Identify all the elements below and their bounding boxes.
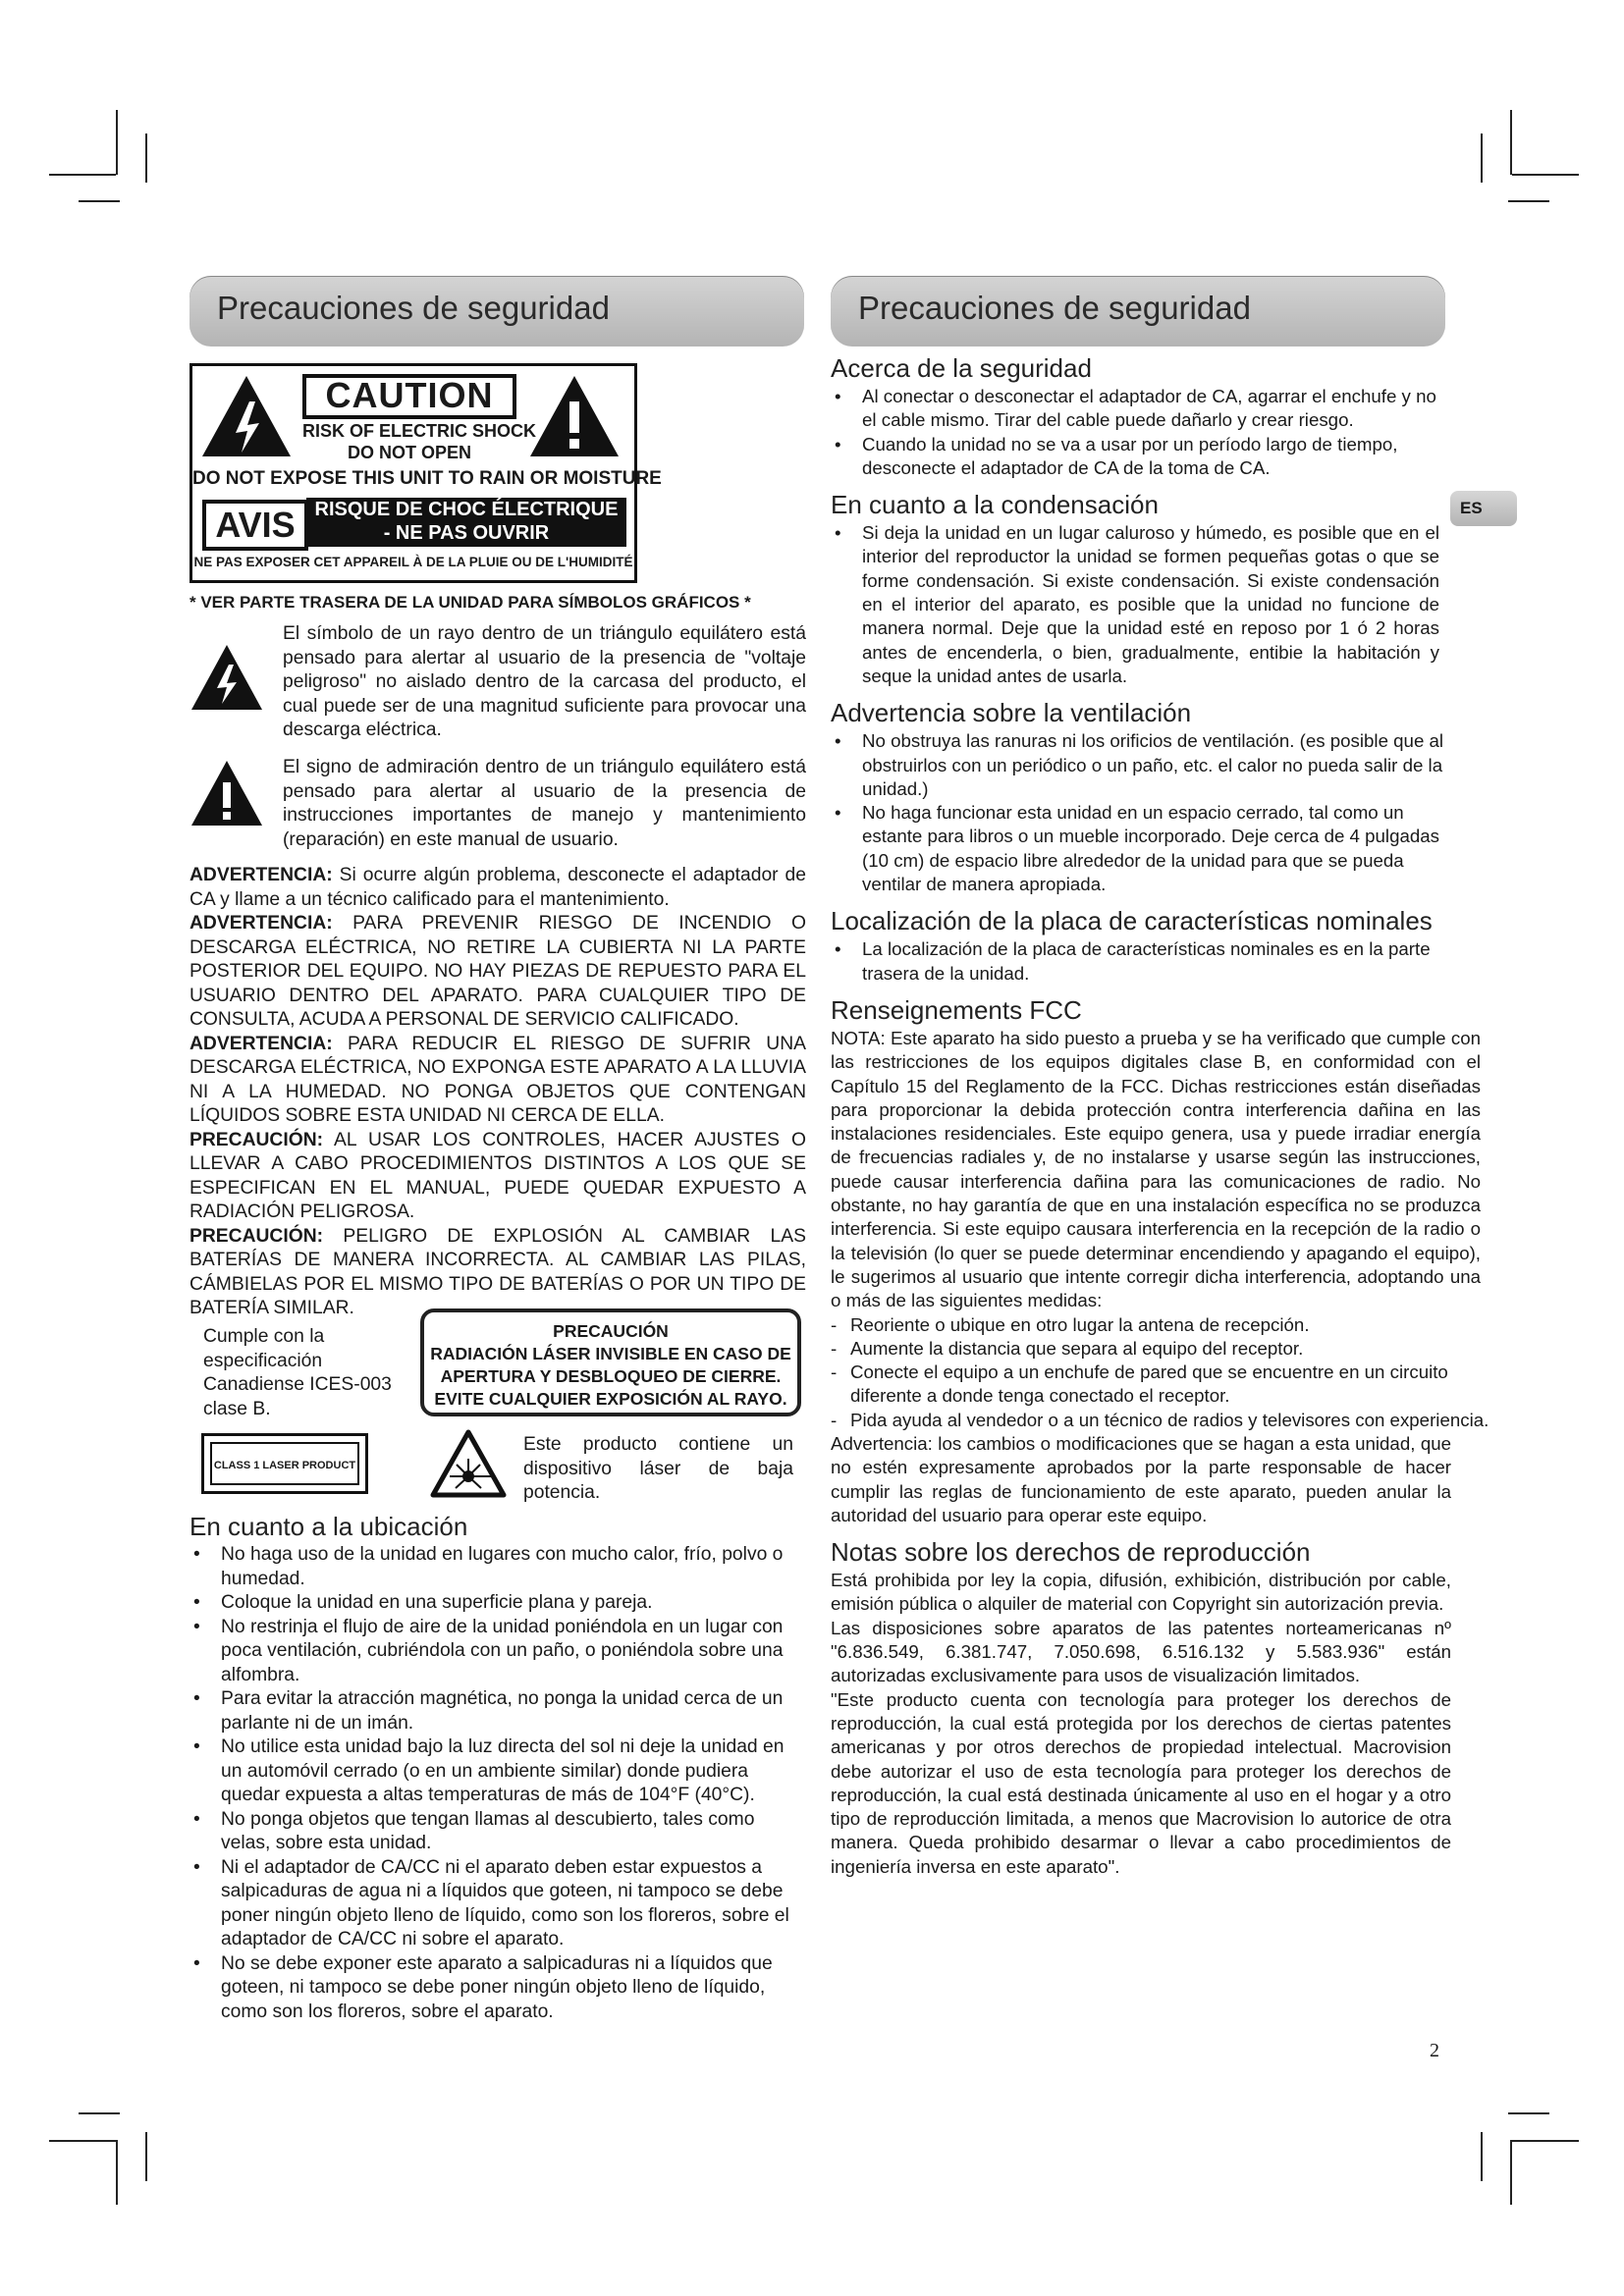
derechos-paragraph: Está prohibida por ley la copia, difusión, exhibición, distribución por cable, emisión pública o alquiler de material con Copyright sin autorización previa. [831, 1570, 1451, 1615]
list-item: - Conecte el equipo a un enchufe de pared que se encuentre en un circuito diferente a donde tenga conectado el receptor. [831, 1361, 1490, 1409]
list-item: • Si deja la unidad en un lugar caluroso y húmedo, es posible que en el interior del reproductor la unidad se formen pequeñas gotas o que se forme condensación. Si existe condensación. Si existe condensación en el interior del aparato, es posible que la unidad no funcione de manera normal. Deje que la unidad esté en reposo por 1 ó 2 horas antes de encenderla, o bien, gradualmente, entibie la habitación y seque la unidad antes de usarla. [831, 521, 1439, 688]
laser-box-line: APERTURA Y DESBLOQUEO DE CIERRE. [440, 1366, 782, 1386]
acerca-heading: Acerca de la seguridad [831, 353, 1092, 383]
caution-label [189, 363, 662, 583]
crop-mark [145, 133, 147, 183]
right-column [831, 344, 1490, 1879]
left-header-title: Precauciones de seguridad [217, 290, 610, 326]
list-item: • Cuando la unidad no se va a usar por un período largo de tiempo, desconecte el adaptador de CA de la toma de CA. [831, 433, 1441, 481]
right-header-title: Precauciones de seguridad [858, 290, 1251, 326]
laser-product-description: Este producto contiene un dispositivo láser de baja potencia. [523, 1434, 793, 1503]
caution-risk-line1: RISK OF ELECTRIC SHOCK [302, 421, 537, 441]
avis-pluie-line: NE PAS EXPOSER CET APPAREIL À DE LA PLUIE OU DE L'HUMIDITÉ [193, 555, 633, 569]
list-item: • Ni el adaptador de CA/CC ni el aparato deben estar expuestos a salpicaduras de agua ni a líquidos que goteen, ni tampoco se debe poner ningún objeto lleno de líquido, como son los floreros, sobre el adaptador de CA/CC ni sobre el aparato. [189, 1856, 806, 1952]
list-item: • La localización de la placa de características nominales es en la parte trasera de la unidad. [831, 937, 1441, 986]
list-item: • No restrinja el flujo de aire de la unidad poniéndola en un lugar con poca ventilación, cubriéndola con un paño, o poniéndola sobre una alfombra. [189, 1616, 806, 1688]
fcc-heading: Renseignements FCC [831, 994, 1082, 1025]
laser-radiation-icon [430, 1429, 507, 1498]
caution-paragraph: PRECAUCIÓN: AL USAR LOS CONTROLES, HACER AJUSTES O LLEVAR A CABO PROCEDIMIENTOS DISTINTOS A LOS QUE SE ESPECIFICAN EN EL MANUAL, PUEDE QUEDAR EXPUESTO A RADIACIÓN PELIGROSA. [189, 1129, 806, 1222]
crop-mark [116, 110, 118, 175]
list-item: - Pida ayuda al vendedor o a un técnico de radios y televisores con experiencia. [831, 1409, 1490, 1432]
crop-mark [79, 2112, 120, 2114]
placa-list [831, 937, 1490, 986]
ubicacion-list [189, 1543, 806, 2024]
list-item: • No utilice esta unidad bajo la luz directa del sol ni deje la unidad en un automóvil cerrado (o en un ambiente similar) donde pudiera quedar expuesta a altas temperaturas de más de 104°F (40°C). [189, 1735, 806, 1808]
derechos-paragraph: Las disposiciones sobre aparatos de las patentes norteamericanas nº "6.836.549, 6.381.747, 7.050.698, 6.516.132 y 5.583.936" están autorizadas exclusivamente para usos de visualización limitados. [831, 1617, 1451, 1686]
ubicacion-heading: En cuanto a la ubicación [189, 1512, 468, 1541]
list-item: • No obstruya las ranuras ni los orificios de ventilación. (es posible que al obstruirlos con un periódico o un paño, etc. el calor no pueda salir de la unidad.) [831, 729, 1490, 801]
exclamation-warning-icon [526, 372, 623, 460]
crop-mark [1481, 2132, 1483, 2181]
crop-mark [1512, 174, 1579, 176]
warnings-block [189, 864, 806, 1321]
list-item: • Al conectar o desconectar el adaptador de CA, agarrar el enchufe y no el cable mismo. Tirar del cable puede dañarlo y crear riesgo. [831, 385, 1441, 433]
ventilacion-list [831, 729, 1490, 896]
crop-mark [1481, 133, 1483, 183]
exclamation-triangle-icon [189, 759, 264, 828]
avis-bar [306, 498, 626, 547]
crop-mark [79, 200, 120, 202]
warning-paragraph: ADVERTENCIA: PARA PREVENIR RIESGO DE INCENDIO O DESCARGA ELÉCTRICA, NO RETIRE LA CUBIERTA NI LA PARTE POSTERIOR DEL EQUIPO. NO HAY PIEZAS DE REPUESTO PARA EL USUARIO DENTRO DEL APARATO. PARA CUALQUIER TIPO DE CONSULTA, ACUDA A PERSONAL DE SERVICIO CALIFICADO. [189, 913, 806, 1030]
condensacion-heading: En cuanto a la condensación [831, 490, 1159, 520]
crop-mark [1508, 200, 1549, 202]
fcc-intro: NOTA: Este aparato ha sido puesto a prueba y se ha verificado que cumple con las restricciones de los equipos digitales clase B, en conformidad con el Capítulo 15 del Reglamento de la FCC. Dichas restricciones están diseñadas para proporcionar la debida protección contra interferencia dañina en las instalaciones residenciales. Este equipo genera, usa y puede irradiar energía de frecuencias radiales y, de no instalarse y usarse según las instrucciones, puede causar interferencia dañina para las comunicaciones de radio. No obstante, no hay garantía de que en una instalación específica no se produzca interferencia. Si este equipo causara interferencia en la recepción de la radio o la televisión (lo quer se puede determinar encendiendo y apagando el equipo), le sugerimos al usuario que intente corregir dicha interferencia, adoptando una o más de las siguientes medidas: [831, 1027, 1481, 1311]
avis-risque-line2: - NE PAS OUVRIR [383, 522, 550, 544]
list-item: • No se debe exponer este aparato a salpicaduras ni a líquidos que goteen, ni tampoco se debe poner ningún objeto lleno de líquido, como son los floreros, sobre el aparato. [189, 1952, 806, 2025]
list-item: • No haga uso de la unidad en lugares con mucho calor, frío, polvo o humedad. [189, 1543, 806, 1591]
class1-laser-text: CLASS 1 LASER PRODUCT [210, 1442, 359, 1485]
list-item: - Reoriente o ubique en otro lugar la antena de recepción. [831, 1313, 1490, 1337]
laser-box-line: RADIACIÓN LÁSER INVISIBLE EN CASO DE [430, 1344, 791, 1363]
crop-mark [49, 174, 116, 176]
avis-risque-line1: RISQUE DE CHOC ÉLECTRIQUE [314, 499, 619, 520]
condensacion-list [831, 521, 1490, 688]
page-number: 2 [1430, 2040, 1439, 2061]
placa-heading: Localización de la placa de características nominales [831, 906, 1433, 936]
left-section-header [189, 276, 804, 347]
crop-mark [1512, 2140, 1579, 2142]
fcc-advertencia: Advertencia: los cambios o modificaciones que se hagan a esta unidad, que no estén expresamente aprobados por la parte responsable de hacer cumplir las reglas de funcionamiento de este aparato, pueden anular la autoridad del usuario para operar este equipo. [831, 1432, 1451, 1525]
crop-mark [1510, 2140, 1512, 2205]
derechos-paragraph: "Este producto cuenta con tecnología para proteger los derechos de reproducción, la cual está protegida por los derechos de ciertas patentes americanas y por otros derechos de propiedad intelectual. Macrovision debe autorizar el uso de esta tecnología para proteger los derechos de reproducción, la cual está destinada únicamente al uso en el hogar y a otro tipo de reproducción limitada, a menos que Macrovision lo autorice de otra manera. Queda prohibido desarmar o llevar a cabo procedimientos de ingeniería inversa en este aparato". [831, 1688, 1451, 1877]
ubicacion-section [189, 1502, 806, 2024]
avis-word: AVIS [202, 500, 308, 551]
derechos-heading: Notas sobre los derechos de reproducción [831, 1537, 1311, 1568]
list-item: - Aumente la distancia que separa al equipo del receptor. [831, 1337, 1490, 1361]
laser-caution-box [420, 1308, 801, 1416]
bolt-symbol-description: El símbolo de un rayo dentro de un triángulo equilátero está pensado para alertar al usuario de la presencia de "voltaje peligroso" no aislado dentro de la carcasa del producto, el cual puede ser de una magnitud suficiente para provocar una descarga eléctrica. [283, 623, 806, 740]
right-section-header [831, 276, 1445, 347]
caution-rain-line: DO NOT EXPOSE THIS UNIT TO RAIN OR MOISTURE [192, 468, 662, 489]
laser-box-title: PRECAUCIÓN [553, 1321, 669, 1341]
canada-compliance-text: Cumple con la especificación Canadiense ICES-003 clase B. [203, 1326, 392, 1419]
list-item: • Para evitar la atracción magnética, no ponga la unidad cerca de un parlante ni de un imán. [189, 1687, 806, 1735]
bolt-triangle-icon [189, 643, 264, 712]
crop-mark [116, 2140, 118, 2205]
exclamation-symbol-description: El signo de admiración dentro de un triángulo equilátero está pensado para alertar al usuario de la presencia de instrucciones importantes de manejo y mantenimiento (reparación) en este manual de usuario. [283, 757, 806, 850]
crop-mark [145, 2132, 147, 2181]
list-item: • No haga funcionar esta unidad en un espacio cerrado, tal como un estante para libros o un mueble incorporado. Deje cerca de 4 pulgadas (10 cm) de espacio libre alrededor de la unidad para que se pueda ventilar de manera apropiada. [831, 801, 1441, 896]
crop-mark [49, 2140, 116, 2142]
crop-mark [1508, 2112, 1549, 2114]
laser-box-line: EVITE CUALQUIER EXPOSICIÓN AL RAYO. [434, 1389, 787, 1409]
caution-risk-line2: DO NOT OPEN [347, 443, 471, 462]
language-tab-es: ES [1450, 491, 1517, 526]
acerca-list [831, 385, 1490, 480]
warning-paragraph: ADVERTENCIA: PARA REDUCIR EL RIESGO DE SUFRIR UNA DESCARGA ELÉCTRICA, NO EXPONGA ESTE APARATO A LA LLUVIA NI A LA HUMEDAD. NO PONGA OBJETOS QUE CONTENGAN LÍQUIDOS SOBRE ESTA UNIDAD NI CERCA DE ELLA. [189, 1033, 806, 1126]
crop-mark [1510, 110, 1512, 175]
caution-word: CAUTION [302, 374, 516, 419]
class1-laser-label [201, 1433, 368, 1494]
list-item: • No ponga objetos que tengan llamas al descubierto, tales como velas, sobre esta unidad. [189, 1808, 806, 1856]
list-item: • Coloque la unidad en una superficie plana y pareja. [189, 1591, 806, 1616]
ventilacion-heading: Advertencia sobre la ventilación [831, 698, 1192, 728]
fcc-measures-list [831, 1313, 1490, 1432]
caution-paragraph: PRECAUCIÓN: PELIGRO DE EXPLOSIÓN AL CAMBIAR LAS BATERÍAS DE MANERA INCORRECTA. AL CAMBIAR LAS PILAS, CÁMBIELAS POR EL MISMO TIPO DE BATERÍAS O POR UN TIPO DE BATERÍA SIMILAR. [189, 1225, 806, 1318]
bolt-warning-icon [198, 372, 295, 460]
ver-parte-note: * VER PARTE TRASERA DE LA UNIDAD PARA SÍMBOLOS GRÁFICOS * [189, 593, 751, 612]
warning-paragraph: ADVERTENCIA: Si ocurre algún problema, desconecte el adaptador de CA y llame a un técnico calificado para el mantenimiento. [189, 865, 806, 910]
